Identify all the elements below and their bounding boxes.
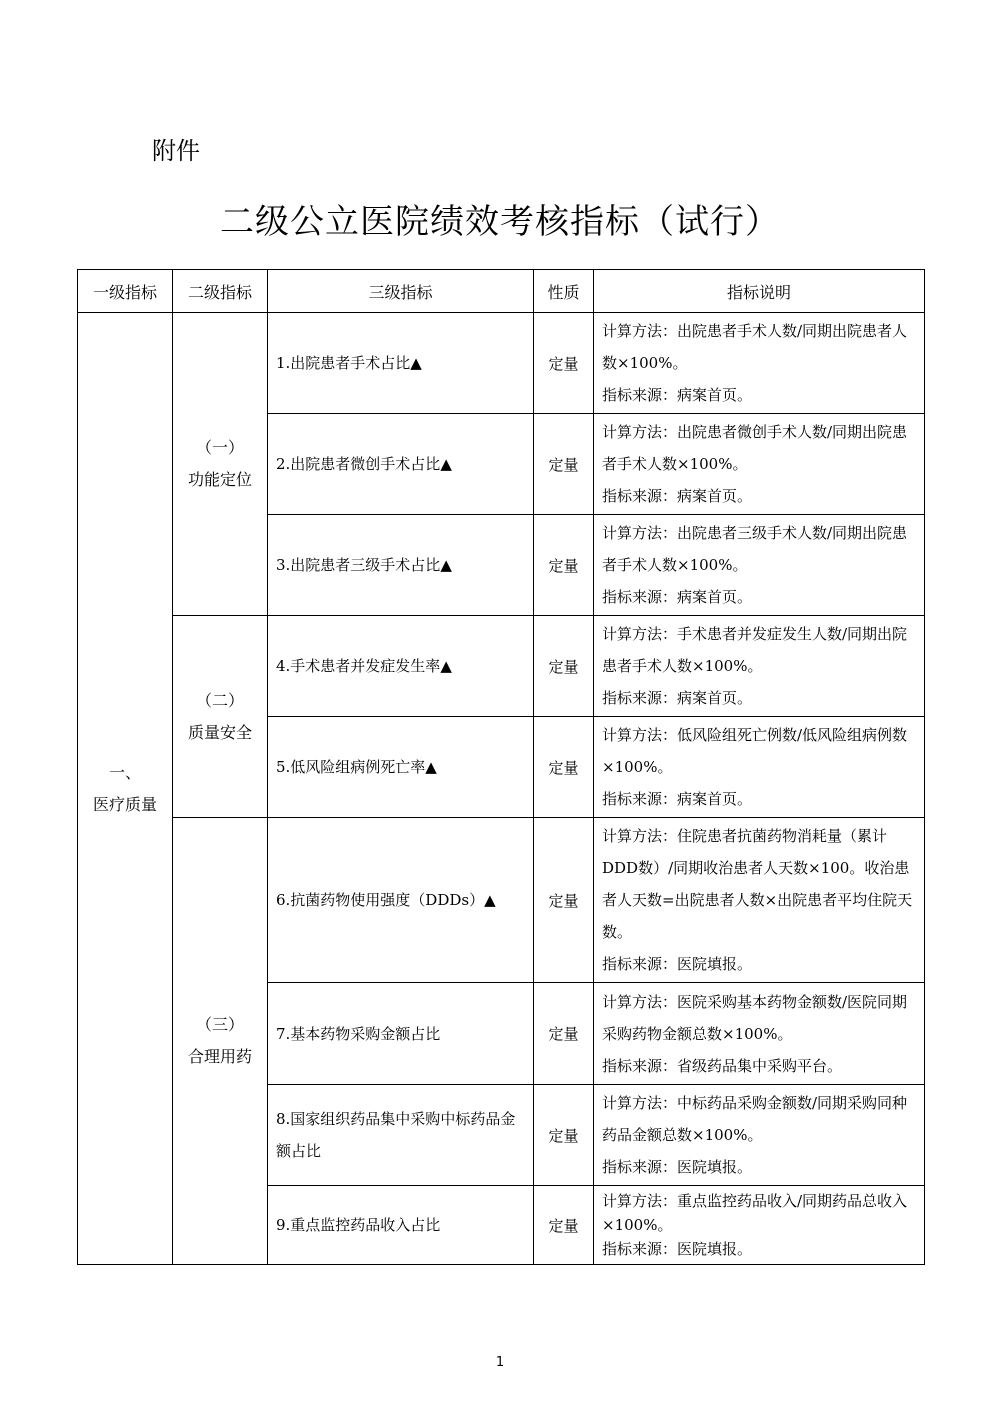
description-method: 计算方法：出院患者手术人数/同期出院患者人数×100%。 [602, 322, 908, 372]
header-level3: 三级指标 [268, 270, 534, 313]
nature-cell: 定量 [534, 1186, 594, 1265]
level2-name: 功能定位 [187, 470, 252, 489]
nature-cell: 定量 [534, 515, 594, 616]
description-source: 指标来源：省级药品集中采购平台。 [602, 1056, 843, 1075]
level1-number: 一、 [108, 762, 141, 782]
header-nature: 性质 [534, 270, 594, 313]
indicator-cell: 7.基本药物采购金额占比 [268, 983, 534, 1085]
description-method: 计算方法：重点监控药品收入/同期药品总收入×100%。 [602, 1192, 908, 1234]
indicator-cell: 2.出院患者微创手术占比▲ [268, 414, 534, 515]
indicator-cell: 5.低风险组病例死亡率▲ [268, 717, 534, 818]
description-method: 计算方法：医院采购基本药物金额数/医院同期采购药物金额总数×100%。 [602, 992, 908, 1043]
nature-cell: 定量 [534, 983, 594, 1085]
indicator-cell: 8.国家组织药品集中采购中标药品金额占比 [268, 1085, 534, 1186]
indicator-cell: 1.出院患者手术占比▲ [268, 313, 534, 414]
description-source: 指标来源：病案首页。 [602, 487, 753, 505]
description-source: 指标来源：病案首页。 [602, 386, 753, 404]
level2-cell [173, 616, 268, 818]
description-source: 指标来源：病案首页。 [602, 689, 753, 707]
annex-label: 附件 [152, 137, 200, 165]
description-cell [594, 717, 925, 818]
indicator-cell: 3.出院患者三级手术占比▲ [268, 515, 534, 616]
indicator-cell: 4.手术患者并发症发生率▲ [268, 616, 534, 717]
nature-cell: 定量 [534, 414, 594, 515]
document-title: 二级公立医院绩效考核指标（试行） [220, 202, 780, 242]
description-cell [594, 414, 925, 515]
description-method: 计算方法：出院患者三级手术人数/同期出院患者手术人数×100%。 [602, 524, 908, 574]
description-method: 计算方法：住院患者抗菌药物消耗量（累计DDD数）/同期收治患者人天数×100。收治患者人天数=出院患者人数×出院患者平均住院天数。 [602, 827, 913, 941]
page-number: 1 [495, 1355, 505, 1370]
description-source: 指标来源：医院填报。 [602, 1240, 753, 1258]
level2-cell [173, 313, 268, 616]
indicator-cell: 6.抗菌药物使用强度（DDDs）▲ [268, 818, 534, 983]
table-row [78, 818, 925, 983]
nature-cell: 定量 [534, 313, 594, 414]
table-row [78, 616, 925, 717]
nature-cell: 定量 [534, 616, 594, 717]
nature-cell: 定量 [534, 1085, 594, 1186]
description-cell [594, 818, 925, 983]
description-source: 指标来源：病案首页。 [602, 790, 753, 808]
description-method: 计算方法：手术患者并发症发生人数/同期出院患者手术人数×100%。 [602, 625, 908, 675]
description-source: 指标来源：医院填报。 [602, 1158, 753, 1176]
level2-cell [173, 818, 268, 1265]
description-cell [594, 1186, 925, 1265]
description-cell [594, 1085, 925, 1186]
nature-cell: 定量 [534, 818, 594, 983]
header-description: 指标说明 [594, 270, 925, 313]
level2-number: （三） [195, 1015, 244, 1034]
level1-name: 医疗质量 [92, 794, 157, 814]
description-source: 指标来源：病案首页。 [602, 588, 753, 606]
description-cell [594, 313, 925, 414]
nature-cell: 定量 [534, 717, 594, 818]
description-cell [594, 616, 925, 717]
description-cell [594, 983, 925, 1085]
header-level1: 一级指标 [78, 270, 173, 313]
level2-number: （二） [195, 690, 244, 710]
table-header-row [78, 270, 925, 313]
level1-cell [78, 313, 173, 1265]
description-cell [594, 515, 925, 616]
description-method: 计算方法：中标药品采购金额数/同期采购同种药品金额总数×100%。 [602, 1094, 908, 1144]
description-method: 计算方法：出院患者微创手术人数/同期出院患者手术人数×100%。 [602, 423, 908, 473]
level2-number: （一） [195, 438, 244, 457]
indicator-cell: 9.重点监控药品收入占比 [268, 1186, 534, 1265]
header-level2: 二级指标 [173, 270, 268, 313]
description-source: 指标来源：医院填报。 [602, 955, 753, 973]
table-row [78, 313, 925, 414]
level2-name: 合理用药 [187, 1047, 252, 1066]
indicator-table [77, 269, 925, 1265]
level2-name: 质量安全 [187, 722, 252, 742]
description-method: 计算方法：低风险组死亡例数/低风险组病例数×100%。 [602, 726, 908, 776]
